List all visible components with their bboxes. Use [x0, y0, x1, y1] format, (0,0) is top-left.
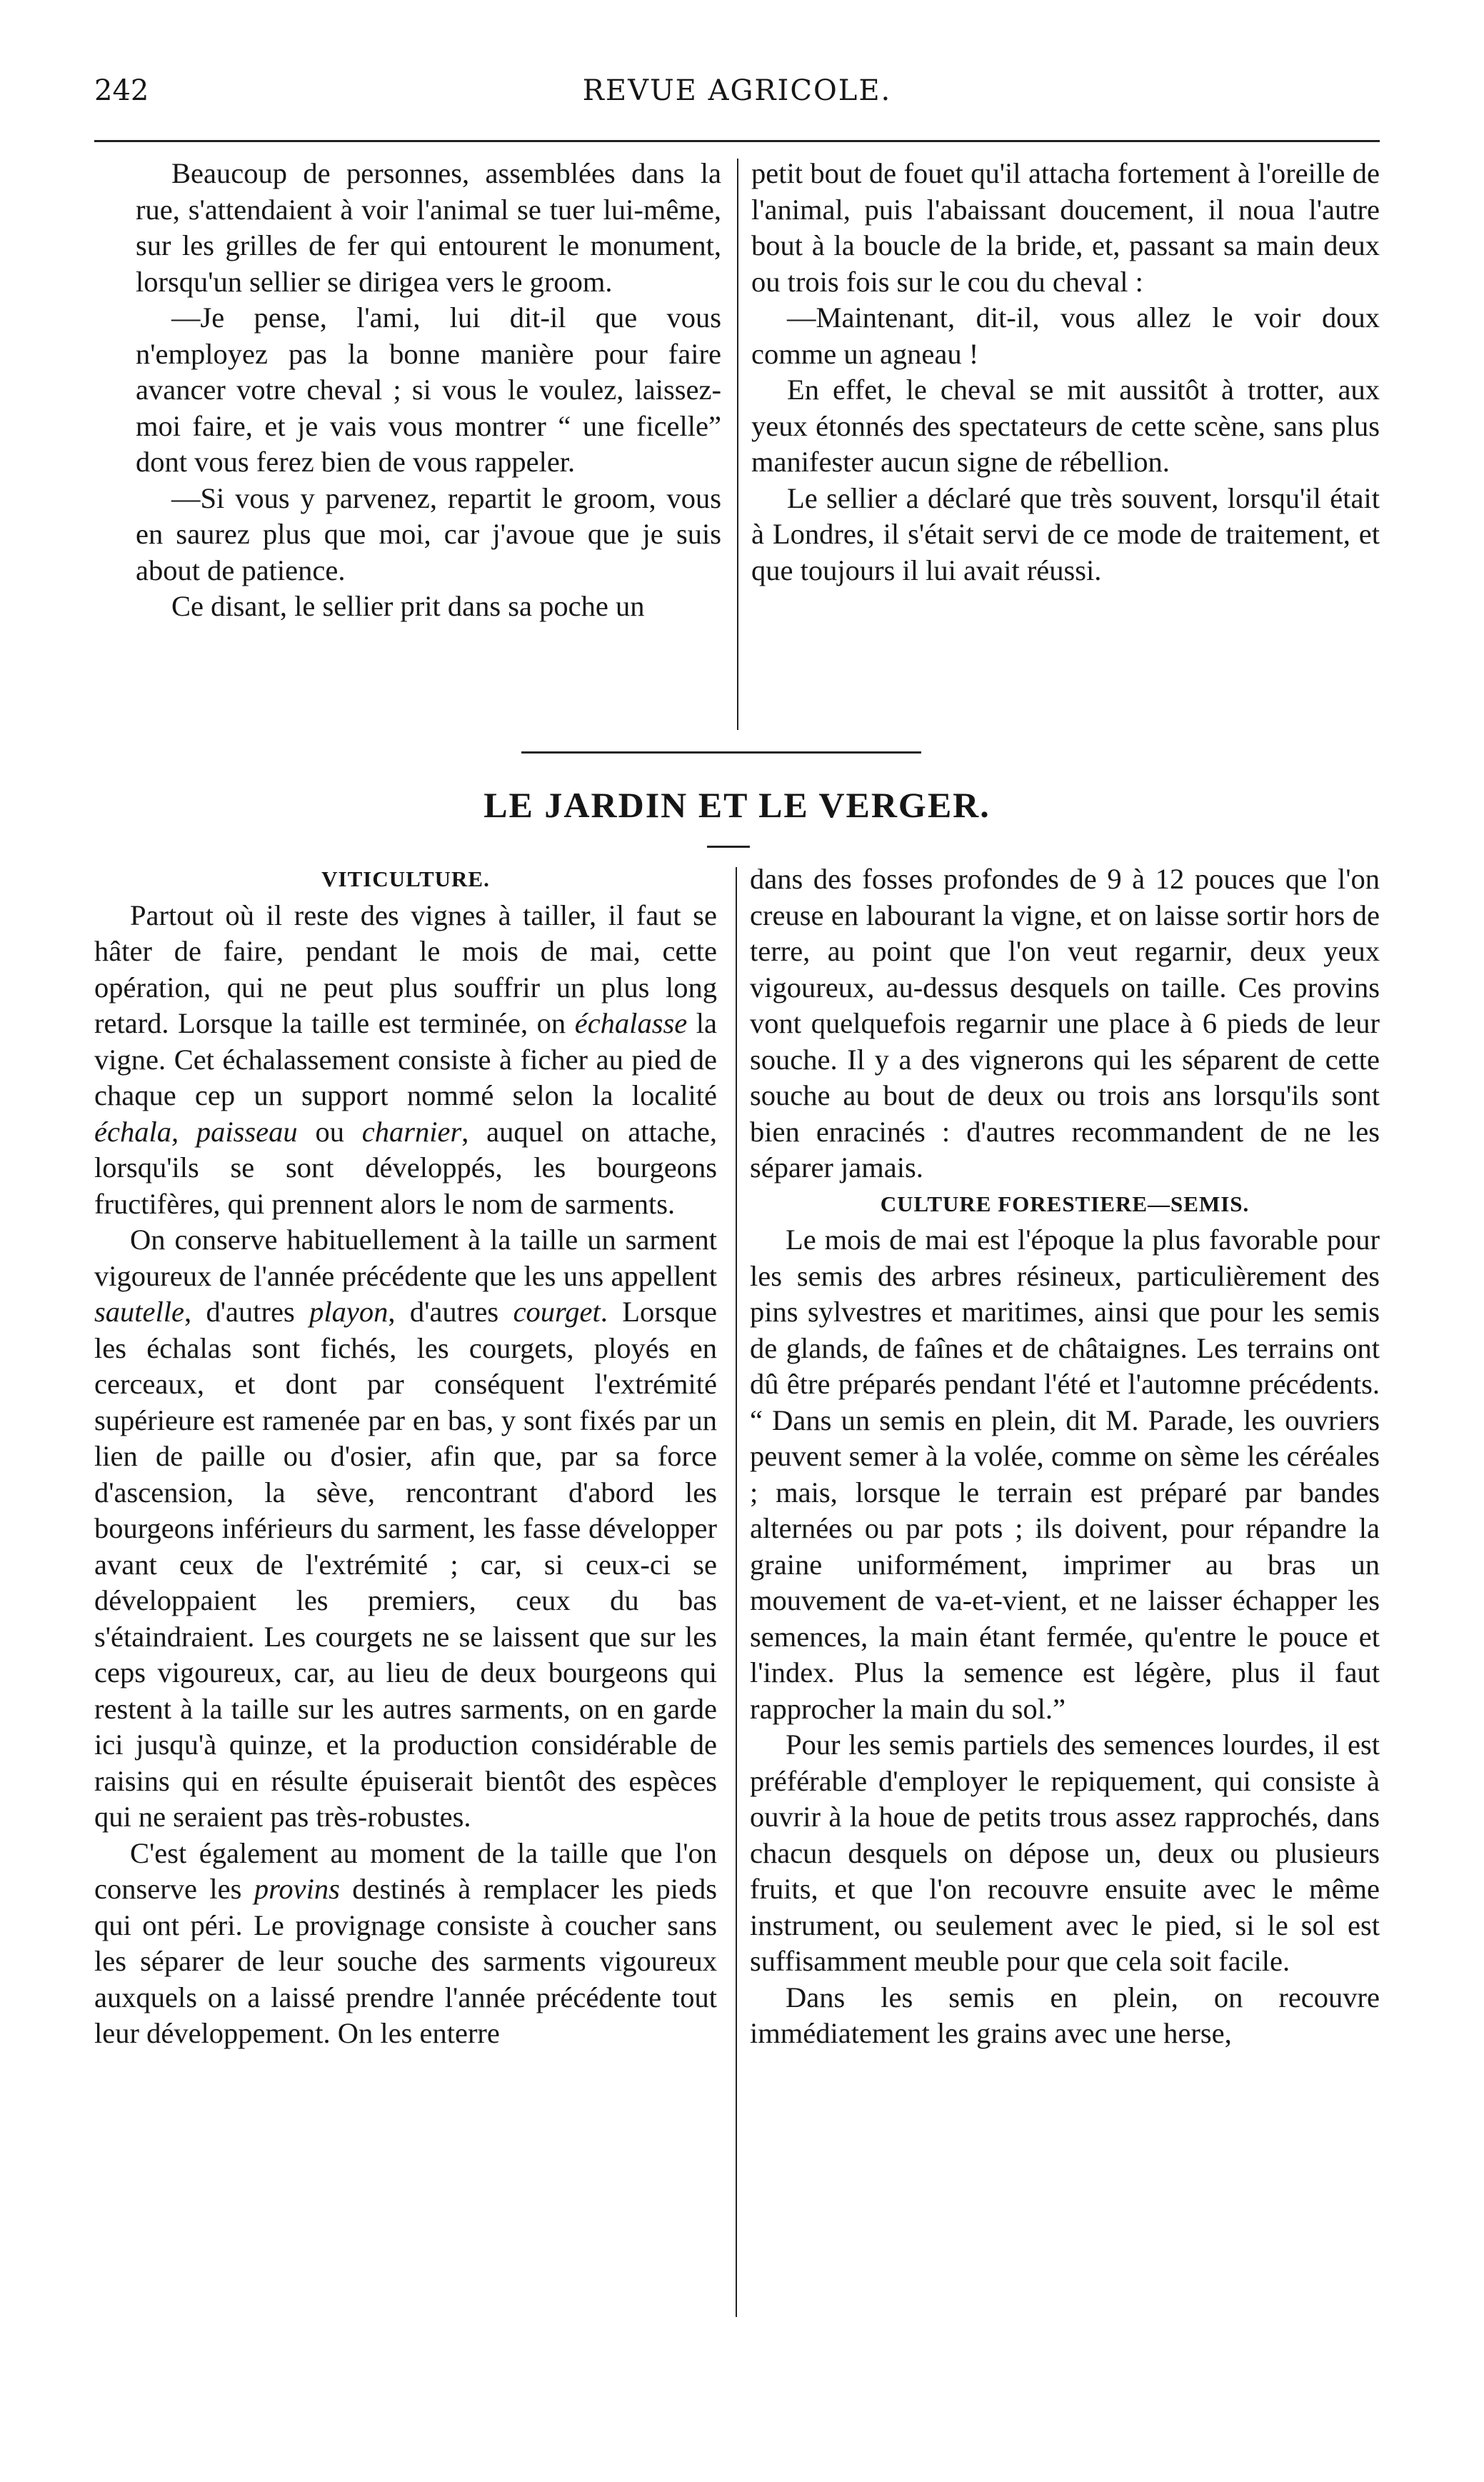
bottom-right-column — [750, 861, 1380, 2052]
running-title: REVUE AGRICOLE. — [582, 74, 892, 107]
paragraph: petit bout de fouet qu'il attacha fortement à l'oreille de l'animal, puis l'abaissant doucement, il noua l'autre bout à la boucle de la bride, et, passant sa main deux ou trois fois sur le cou du cheval : — [751, 157, 1380, 298]
top-left-column — [136, 156, 721, 625]
section-rule — [521, 751, 921, 754]
paragraph: C'est également au moment de la taille que l'on conserve les provins destinés à remplacer les pieds qui ont péri. Le provignage consiste à coucher sans les séparer de leur souche des sarments vigoureux auxquels on a laissé prendre l'année précédente tout leur développement. On les enterre — [94, 1836, 717, 2049]
title-underline — [707, 846, 750, 848]
paragraph: —Si vous y parvenez, repartit le groom, vous en saurez plus que moi, car j'avoue que je suis about de patience. — [136, 481, 721, 586]
paragraph: dans des fosses profondes de 9 à 12 pouces que l'on creuse en labourant la vigne, et on laisse sortir hors de terre, au point que l'on veut regarnir, deux yeux vigoureux, au-dessus desquels on taille. Ces provins vont quelquefois regarnir une place à 6 pieds de leur souche. Il y a des vignerons qui les séparent de cette souche au bout de deux ou trois ans lorsqu'ils sont bien enracinés : d'autres recommandent de ne les séparer jamais. — [750, 863, 1380, 1184]
paragraph: Ce disant, le sellier prit dans sa poche un — [171, 590, 645, 622]
paragraph: Partout où il reste des vignes à tailler, il faut se hâter de faire, pendant le mois de mai, cette opération, qui ne peut plus souffrir un plus long retard. Lorsque la taille est terminée, on échalasse la vigne. Cet échalassement consiste à ficher au pied de chaque cep un support nommé selon la localité échala, paisseau ou charnier, auquel on attache, lorsqu'ils se sont développés, les bourgeons fructifères, qui prennent alors le nom de sarments. — [94, 899, 717, 1220]
column-divider — [736, 867, 737, 2317]
subhead-culture-forestiere: CULTURE FORESTIERE—SEMIS. — [880, 1191, 1250, 1216]
paragraph: Beaucoup de personnes, assemblées dans la rue, s'attendaient à voir l'animal se tuer lui-même, sur les grilles de fer qui entourent le monument, lorsqu'un sellier se dirigea vers le groom. — [136, 157, 721, 298]
page-header — [94, 74, 1380, 117]
top-right-column — [751, 156, 1380, 589]
paragraph: Le sellier a déclaré que très souvent, lorsqu'il était à Londres, il s'était servi de ce mode de traitement, et que toujours il lui avait réussi. — [751, 481, 1380, 586]
paragraph: Le mois de mai est l'époque la plus favorable pour les semis des arbres résineux, particulièrement des pins sylvestres et maritimes, ainsi que pour les semis de glands, de faînes et de châtaignes. Les terrains ont dû être préparés pendant l'été et l'automne précédents. “ Dans un semis en plein, dit M. Parade, les ouvriers peuvent semer à la volée, comme on sème les céréales ; mais, lorsque le terrain est préparé par bandes alternées ou par pots ; ils doivent, pour répandre la graine uniformément, imprimer au bras un mouvement de va-et-vient, et ne laisser échapper les semences, la main étant fermée, qu'entre le pouce et l'index. Plus la semence est légère, plus il faut rapprocher la main du sol.” — [750, 1224, 1380, 1725]
paragraph: —Maintenant, dit-il, vous allez le voir doux comme un agneau ! — [751, 301, 1380, 370]
column-divider — [737, 159, 738, 730]
paragraph: Dans les semis en plein, on recouvre immédiatement les grains avec une herse, — [750, 1981, 1380, 2049]
paragraph: On conserve habituellement à la taille un sarment vigoureux de l'année précédente que les uns appellent sautelle, d'autres playon, d'autres courget. Lorsque les échalas sont fichés, les courgets, ployés en cerceaux, et dont par conséquent l'extrémité supérieure est ramenée par en bas, y sont fixés par un lien de paille ou d'osier, afin que, par sa force d'ascension, la sève, rencontrant d'abord les bourgeons inférieurs du sarment, les fasse développer avant ceux de l'extrémité ; car, si ceux-ci se développaient les premiers, ceux du bas s'étaindraient. Les courgets ne se laissent que sur les ceps vigoureux, car, au lieu de deux bourgeons qui restent à la taille sur les autres sarments, on en garde ici jusqu'à quinze, et la production considérable de raisins qui en résulte épuiserait bientôt des espèces qui ne seraient pas très-robustes. — [94, 1224, 718, 1833]
bottom-left-column — [94, 861, 717, 2052]
header-rule — [94, 140, 1380, 142]
paragraph: —Je pense, l'ami, lui dit-il que vous n'employez pas la bonne manière pour faire avancer votre cheval ; si vous le voulez, laissez-moi faire, et je vais vous montrer “ une ficelle” dont vous ferez bien de vous rappeler. — [136, 301, 721, 478]
paragraph: En effet, le cheval se mit aussitôt à trotter, aux yeux étonnés des spectateurs de cette scène, sans plus manifester aucun signe de rébellion. — [751, 374, 1380, 478]
paragraph: Pour les semis partiels des semences lourdes, il est préférable d'employer le repiquement, qui consiste à ouvrir à la houe de petits trous assez rapprochés, dans chacun desquels on dépose un, deux ou plusieurs fruits, et que l'on recouvre ensuite avec le même instrument, ou seulement avec le pied, si le sol est suffisamment meuble pour que cela soit facile. — [750, 1728, 1380, 1977]
section-title: LE JARDIN ET LE VERGER. — [483, 785, 991, 825]
page-number: 242 — [94, 74, 149, 107]
subhead-viticulture: VITICULTURE. — [321, 866, 490, 891]
